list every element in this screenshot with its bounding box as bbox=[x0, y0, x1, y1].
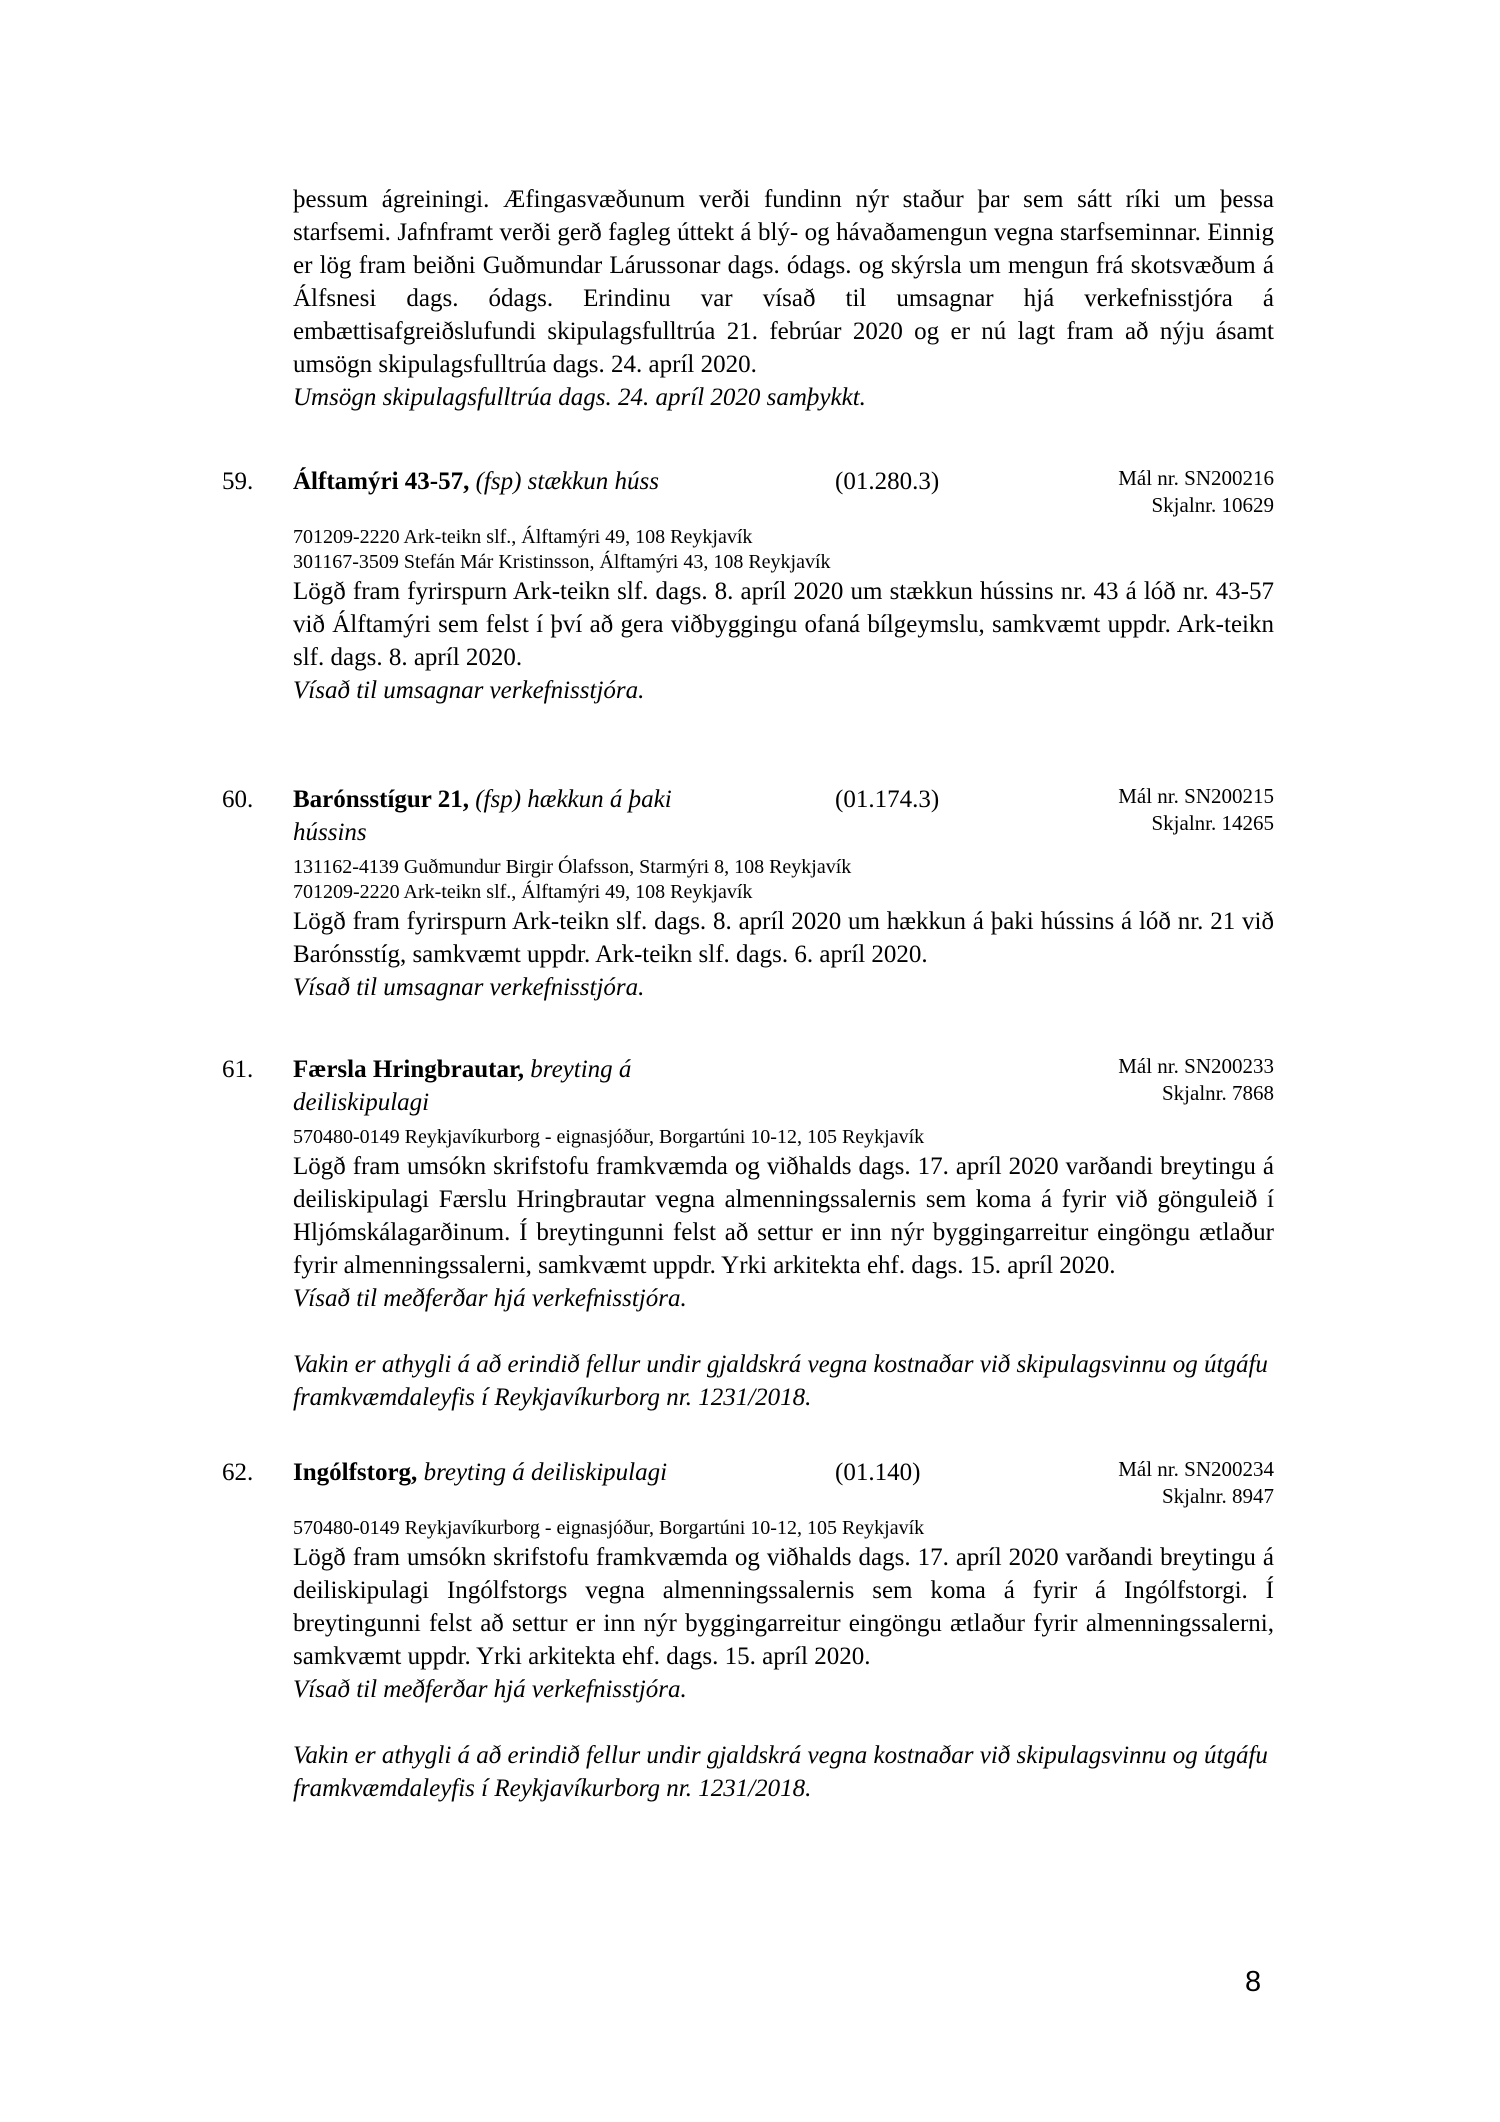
document-number: Skjalnr. 10629 bbox=[1151, 493, 1274, 517]
parties-list bbox=[293, 1125, 1274, 1150]
party-line: 301167-3509 Stefán Már Kristinsson, Álftamýri 43, 108 Reykjavík bbox=[293, 551, 831, 573]
case-meta bbox=[1015, 465, 1274, 519]
case-code: (01.140) bbox=[835, 1459, 921, 1486]
case-code: (01.174.3) bbox=[835, 786, 940, 813]
item-title-address: Ingólfstorg, bbox=[293, 1459, 418, 1486]
item-number: 61. bbox=[222, 1056, 254, 1083]
resolution-text: Vísað til meðferðar hjá verkefnisstjóra. bbox=[293, 1285, 687, 1312]
intro-resolution-text: Umsögn skipulagsfulltrúa dags. 24. apríl 2020 samþykkt. bbox=[293, 384, 866, 411]
party-line: 570480-0149 Reykjavíkurborg - eignasjóður, Borgartúni 10-12, 105 Reykjavík bbox=[293, 1517, 925, 1539]
item-title-address: Færsla Hringbrautar, bbox=[293, 1056, 525, 1083]
case-meta bbox=[1015, 1053, 1274, 1107]
item-number: 60. bbox=[222, 786, 254, 813]
case-number: Mál nr. SN200215 bbox=[1118, 784, 1274, 808]
agenda-item-60 bbox=[222, 783, 1274, 1004]
item-title bbox=[293, 1053, 835, 1119]
item-content bbox=[293, 1456, 1274, 1805]
item-title-type: breyting á deiliskipulagi bbox=[423, 1459, 668, 1486]
item-body: Lögð fram fyrirspurn Ark-teikn slf. dags. 8. apríl 2020 um hækkun á þaki hússins á lóð nr. 21 við Barónsstíg, samkvæmt uppdr. Ark-teikn slf. dags. 6. apríl 2020. bbox=[293, 908, 1274, 968]
fee-notice: Vakin er athygli á að erindið fellur undir gjaldskrá vegna kostnaðar við skipulagsvinnu og útgáfu framkvæmdaleyfis í Reykjavíkurborg nr. 1231/2018. bbox=[293, 1742, 1268, 1802]
document-number: Skjalnr. 7868 bbox=[1161, 1081, 1274, 1105]
page-number: 8 bbox=[1245, 1966, 1262, 1998]
item-body: Lögð fram umsókn skrifstofu framkvæmda og viðhalds dags. 17. apríl 2020 varðandi breytingu á deiliskipulagi Ingólfstorgs vegna almenningssalernis sem koma á fyrir á Ingólfstorgi. Í breytingunni felst að settur er inn nýr byggingarreitur eingöngu ætlaður fyrir almenningssalerni, samkvæmt uppdr. Yrki arkitekta ehf. dags. 15. apríl 2020. bbox=[293, 1544, 1274, 1670]
item-title bbox=[293, 783, 835, 849]
item-number: 59. bbox=[222, 468, 254, 495]
party-line: 701209-2220 Ark-teikn slf., Álftamýri 49, 108 Reykjavík bbox=[293, 526, 753, 548]
item-title-type-line2: hússins bbox=[293, 819, 367, 846]
intro-paragraph: þessum ágreiningi. Æfingasvæðunum verði fundinn nýr staður þar sem sátt ríki um þessa starfsemi. Jafnframt verði gerð fagleg úttekt á blý- og hávaðamengun vegna starfseminnar. Einnig er lög fram beiðni Guðmundar Lárussonar dags. ódags. og skýrsla um mengun frá skotsvæðum á Álfsnesi dags. ódags. Erindinu var vísað til umsagnar hjá verkefnisstjóra á embættisafgreiðslufundi skipulagsfulltrúa 21. febrúar 2020 og er nú lagt fram að nýju ásamt umsögn skipulagsfulltrúa dags. 24. apríl 2020. bbox=[293, 186, 1274, 378]
intro-block bbox=[293, 183, 1274, 414]
item-body: Lögð fram umsókn skrifstofu framkvæmda og viðhalds dags. 17. apríl 2020 varðandi breytingu á deiliskipulagi Færslu Hringbrautar vegna almenningssalernis sem koma á fyrir við gönguleið í Hljómskálagarðinum. Í breytingunni felst að settur er inn nýr byggingarreitur eingöngu ætlaður fyrir almenningssalerni, samkvæmt uppdr. Yrki arkitekta ehf. dags. 15. apríl 2020. bbox=[293, 1153, 1274, 1279]
item-title-type: breyting á bbox=[530, 1056, 632, 1083]
item-content bbox=[293, 783, 1274, 1004]
item-heading bbox=[293, 465, 1274, 519]
case-meta bbox=[1015, 1456, 1274, 1510]
resolution-text: Vísað til meðferðar hjá verkefnisstjóra. bbox=[293, 1676, 687, 1703]
resolution-text: Vísað til umsagnar verkefnisstjóra. bbox=[293, 974, 645, 1001]
document-number: Skjalnr. 14265 bbox=[1151, 811, 1274, 835]
item-heading bbox=[293, 1456, 1274, 1510]
item-body: Lögð fram fyrirspurn Ark-teikn slf. dags. 8. apríl 2020 um stækkun hússins nr. 43 á lóð nr. 43-57 við Álftamýri sem felst í því að gera viðbyggingu ofaná bílgeymslu, samkvæmt uppdr. Ark-teikn slf. dags. 8. apríl 2020. bbox=[293, 578, 1274, 671]
parties-list bbox=[293, 525, 1274, 575]
case-meta bbox=[1015, 783, 1274, 837]
agenda-item-61 bbox=[222, 1053, 1274, 1414]
party-line: 131162-4139 Guðmundur Birgir Ólafsson, Starmýri 8, 108 Reykjavík bbox=[293, 856, 852, 878]
item-content bbox=[293, 465, 1274, 707]
item-title bbox=[293, 1456, 835, 1489]
item-title-type: (fsp) hækkun á þaki bbox=[475, 786, 672, 813]
parties-list bbox=[293, 1516, 1274, 1541]
case-code: (01.280.3) bbox=[835, 468, 940, 495]
item-title-type-line2: deiliskipulagi bbox=[293, 1089, 430, 1116]
parties-list bbox=[293, 855, 1274, 905]
case-number: Mál nr. SN200234 bbox=[1118, 1457, 1274, 1481]
item-title-type: (fsp) stækkun húss bbox=[475, 468, 659, 495]
fee-notice: Vakin er athygli á að erindið fellur undir gjaldskrá vegna kostnaðar við skipulagsvinnu og útgáfu framkvæmdaleyfis í Reykjavíkurborg nr. 1231/2018. bbox=[293, 1351, 1268, 1411]
item-title bbox=[293, 465, 835, 498]
resolution-text: Vísað til umsagnar verkefnisstjóra. bbox=[293, 677, 645, 704]
document-number: Skjalnr. 8947 bbox=[1161, 1484, 1274, 1508]
agenda-item-59 bbox=[222, 465, 1274, 707]
item-title-address: Álftamýri 43-57, bbox=[293, 468, 470, 495]
item-title-address: Barónsstígur 21, bbox=[293, 786, 469, 813]
agenda-item-62 bbox=[222, 1456, 1274, 1805]
party-line: 570480-0149 Reykjavíkurborg - eignasjóður, Borgartúni 10-12, 105 Reykjavík bbox=[293, 1126, 925, 1148]
item-content bbox=[293, 1053, 1274, 1414]
item-heading bbox=[293, 1053, 1274, 1119]
case-number: Mál nr. SN200233 bbox=[1118, 1054, 1274, 1078]
party-line: 701209-2220 Ark-teikn slf., Álftamýri 49, 108 Reykjavík bbox=[293, 881, 753, 903]
item-number: 62. bbox=[222, 1459, 254, 1486]
item-heading bbox=[293, 783, 1274, 849]
page-content bbox=[222, 183, 1274, 1805]
case-number: Mál nr. SN200216 bbox=[1118, 466, 1274, 490]
